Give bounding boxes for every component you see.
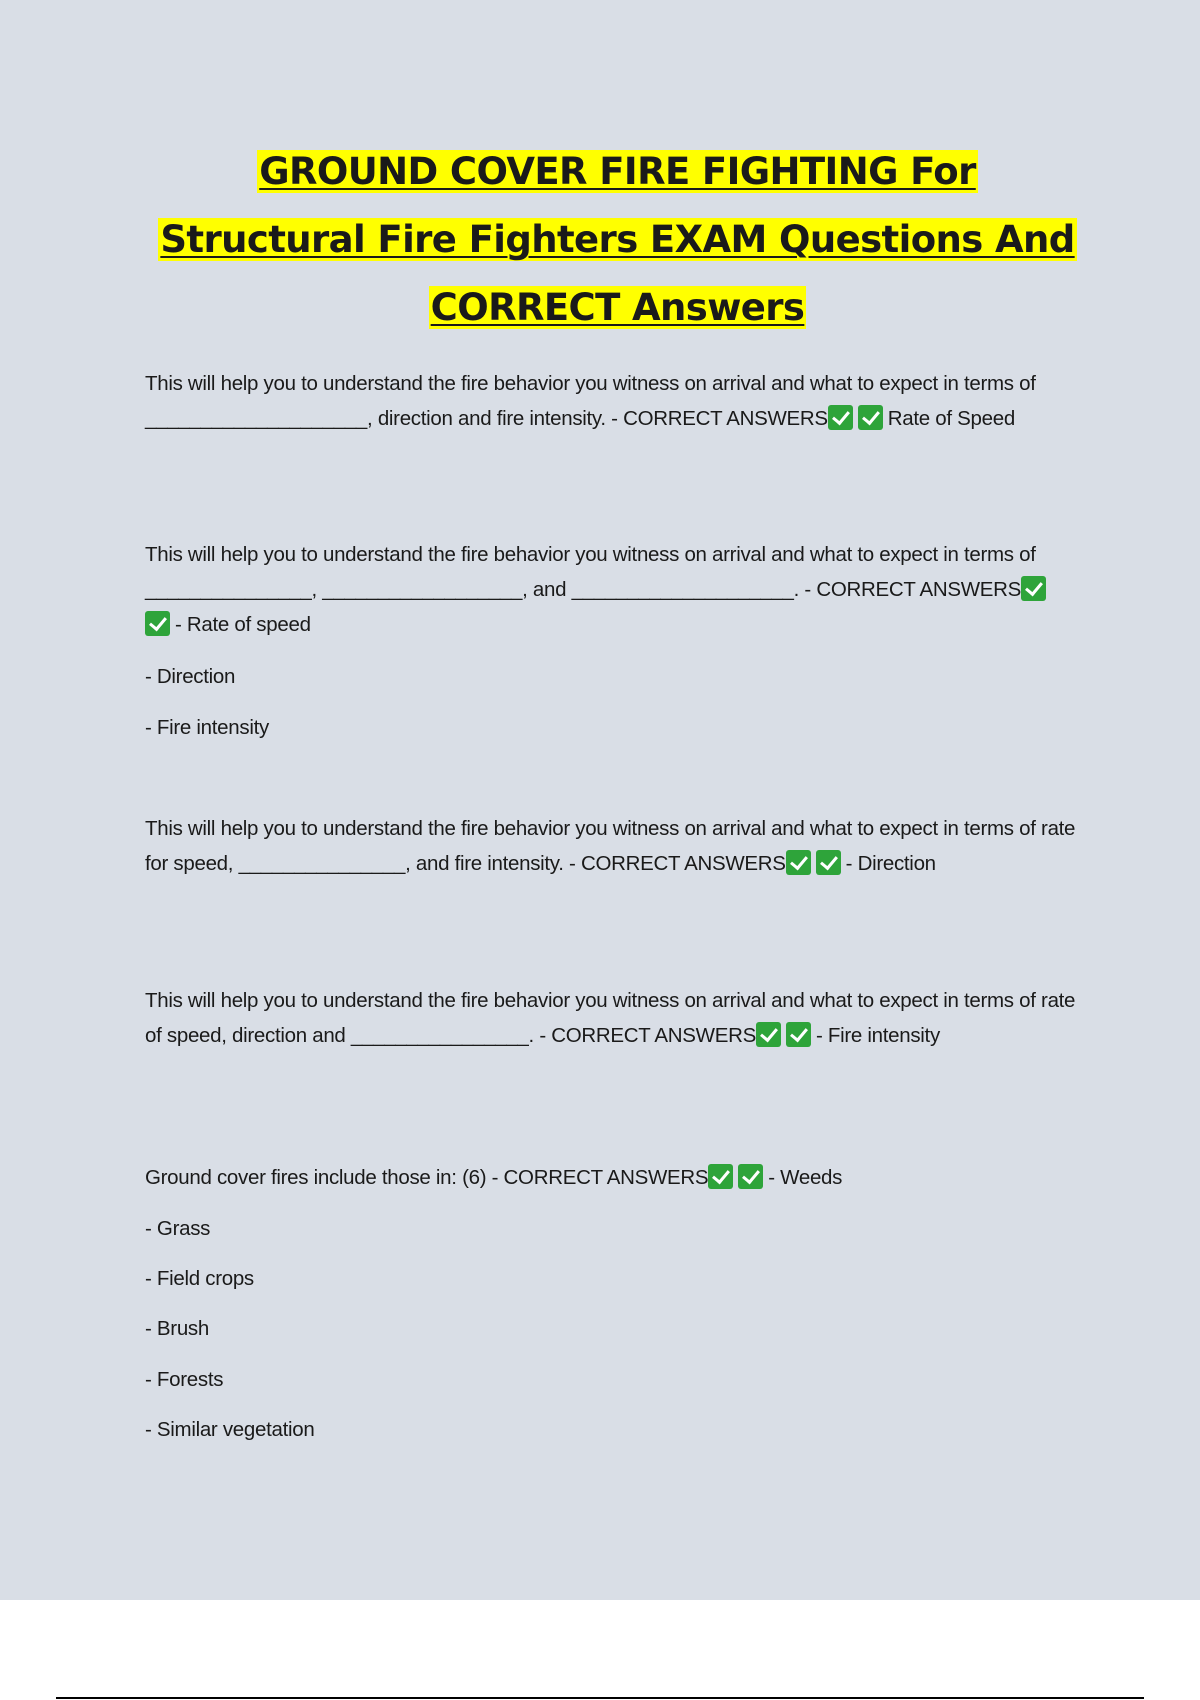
answer-text: - Weeds bbox=[768, 1166, 843, 1189]
answer-list-item: - Grass bbox=[145, 1217, 211, 1240]
check-icon bbox=[145, 611, 170, 636]
check-icon bbox=[738, 1164, 763, 1189]
answer-list-item: - Brush bbox=[145, 1317, 209, 1340]
answer-list-item: - Forests bbox=[145, 1368, 224, 1391]
answer-list-item: - Field crops bbox=[145, 1267, 254, 1290]
qa-item bbox=[145, 983, 1080, 1053]
answer-text: - Direction bbox=[845, 852, 936, 875]
footer-divider bbox=[56, 1697, 1144, 1699]
check-icon bbox=[1021, 576, 1046, 601]
check-icon bbox=[786, 850, 811, 875]
question-text: This will help you to understand the fire behavior you witness on arrival and what to expect in terms of _______________, __________________, and ____________________. - CORRECT ANSWERS bbox=[145, 543, 1036, 601]
check-icon bbox=[858, 405, 883, 430]
answer-text: Rate of Speed bbox=[887, 407, 1015, 430]
question-text: This will help you to understand the fire behavior you witness on arrival and what to expect in terms of rate of speed, direction and ________________. - CORRECT ANSWERS bbox=[145, 989, 1076, 1047]
title-highlight: GROUND COVER FIRE FIGHTING For Structural Fire Fighters EXAM Questions And CORRECT Answers bbox=[160, 150, 1075, 329]
answer-list-item: - Direction bbox=[145, 665, 236, 688]
question-text: Ground cover fires include those in: (6) - CORRECT ANSWERS bbox=[145, 1166, 709, 1189]
document-title bbox=[150, 138, 1085, 342]
qa-item bbox=[145, 366, 1080, 436]
qa-item bbox=[145, 1160, 1080, 1195]
answer-list-item: - Fire intensity bbox=[145, 716, 269, 739]
answer-text: - Fire intensity bbox=[815, 1024, 940, 1047]
question-text: This will help you to understand the fire behavior you witness on arrival and what to expect in terms of ____________________, direction and fire intensity. - CORRECT ANSWERS bbox=[145, 372, 1036, 430]
question-text: This will help you to understand the fire behavior you witness on arrival and what to expect in terms of rate for speed, _______________, and fire intensity. - CORRECT ANSWERS bbox=[145, 817, 1076, 875]
check-icon bbox=[786, 1022, 811, 1047]
check-icon bbox=[708, 1164, 733, 1189]
check-icon bbox=[828, 405, 853, 430]
qa-item bbox=[145, 537, 1080, 642]
answer-list-item: - Similar vegetation bbox=[145, 1418, 315, 1441]
answer-text: - Rate of speed bbox=[175, 613, 311, 636]
qa-item bbox=[145, 811, 1080, 881]
check-icon bbox=[756, 1022, 781, 1047]
check-icon bbox=[816, 850, 841, 875]
